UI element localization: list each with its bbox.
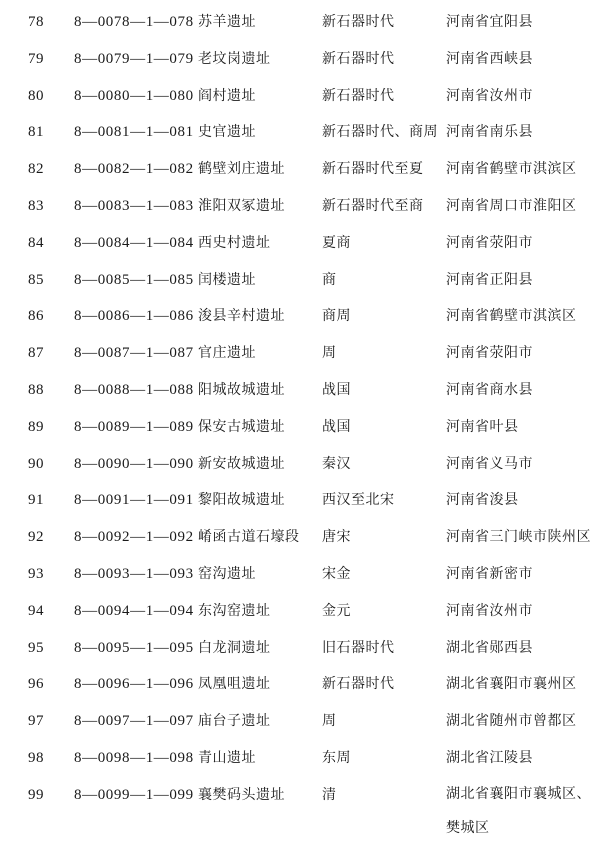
row-number: 82 xyxy=(28,161,44,178)
site-code: 8—0089—1—089 xyxy=(74,418,194,435)
table-row xyxy=(0,262,600,299)
site-code: 8—0083—1—083 xyxy=(74,197,194,214)
table-row xyxy=(0,372,600,409)
site-code: 8—0087—1—087 xyxy=(74,345,194,362)
site-name: 崤函古道石壕段 xyxy=(198,529,300,546)
site-location: 河南省西峡县 xyxy=(446,50,533,67)
table-row xyxy=(0,593,600,630)
site-era: 新石器时代 xyxy=(322,14,395,30)
site-name: 苏羊遗址 xyxy=(198,14,256,30)
table-row xyxy=(0,4,600,41)
table-row xyxy=(0,409,600,446)
site-name: 阎村遗址 xyxy=(198,87,256,104)
site-code: 8—0081—1—081 xyxy=(74,124,194,141)
row-number: 81 xyxy=(28,124,44,141)
site-code: 8—0085—1—085 xyxy=(74,271,194,288)
site-location: 河南省宜阳县 xyxy=(446,14,533,30)
site-era: 商 xyxy=(322,271,337,288)
site-code: 8—0092—1—092 xyxy=(74,529,194,546)
site-name: 官庄遗址 xyxy=(198,345,256,362)
table-row xyxy=(0,740,600,777)
site-location: 湖北省郧西县 xyxy=(446,639,533,656)
row-number: 89 xyxy=(28,418,44,435)
site-code: 8—0091—1—091 xyxy=(74,492,194,509)
site-code: 8—0082—1—082 xyxy=(74,161,194,178)
site-location: 湖北省随州市曾都区 xyxy=(446,713,577,730)
table-row xyxy=(0,482,600,519)
site-location: 河南省叶县 xyxy=(446,418,519,435)
site-name: 庙台子遗址 xyxy=(198,713,271,730)
site-code: 8—0095—1—095 xyxy=(74,639,194,656)
table-row xyxy=(0,630,600,667)
site-location: 河南省荥阳市 xyxy=(446,345,533,362)
site-name: 鹤壁刘庄遗址 xyxy=(198,161,285,178)
site-name: 阳城故城遗址 xyxy=(198,381,285,398)
site-name: 东沟窑遗址 xyxy=(198,602,271,619)
row-number: 93 xyxy=(28,565,44,582)
site-code: 8—0099—1—099 xyxy=(74,786,194,803)
row-number: 98 xyxy=(28,749,44,766)
site-location: 河南省汝州市 xyxy=(446,602,533,619)
table-row xyxy=(0,298,600,335)
site-name: 淮阳双冢遗址 xyxy=(198,197,285,214)
table-row xyxy=(0,446,600,483)
site-era: 金元 xyxy=(322,602,351,619)
site-location: 河南省南乐县 xyxy=(446,124,533,141)
row-number: 78 xyxy=(28,14,44,30)
site-location: 河南省商水县 xyxy=(446,381,533,398)
table-row xyxy=(0,41,600,78)
site-name: 青山遗址 xyxy=(198,749,256,766)
table-row xyxy=(0,188,600,225)
table-row xyxy=(0,335,600,372)
site-name: 黎阳故城遗址 xyxy=(198,492,285,509)
site-era: 宋金 xyxy=(322,565,351,582)
row-number: 84 xyxy=(28,234,44,251)
site-location: 河南省正阳县 xyxy=(446,271,533,288)
site-era: 夏商 xyxy=(322,234,351,251)
site-name: 西史村遗址 xyxy=(198,234,271,251)
site-location: 湖北省襄阳市襄城区、樊城区 xyxy=(446,785,591,836)
site-era: 新石器时代至夏 xyxy=(322,161,424,178)
site-location: 河南省鹤壁市淇滨区 xyxy=(446,161,577,178)
site-code: 8—0078—1—078 xyxy=(74,14,194,30)
row-number: 96 xyxy=(28,676,44,693)
row-number: 83 xyxy=(28,197,44,214)
table-row xyxy=(0,225,600,262)
table-row xyxy=(0,703,600,740)
site-name: 白龙洞遗址 xyxy=(198,639,271,656)
site-location: 河南省义马市 xyxy=(446,455,533,472)
site-code: 8—0098—1—098 xyxy=(74,749,194,766)
site-code: 8—0090—1—090 xyxy=(74,455,194,472)
site-name: 史官遗址 xyxy=(198,124,256,141)
site-era: 新石器时代、商周 xyxy=(322,124,438,141)
site-era: 新石器时代 xyxy=(322,50,395,67)
site-location: 湖北省襄阳市襄州区 xyxy=(446,676,577,693)
row-number: 85 xyxy=(28,271,44,288)
site-code: 8—0094—1—094 xyxy=(74,602,194,619)
site-era: 周 xyxy=(322,713,337,730)
site-era: 周 xyxy=(322,345,337,362)
site-location: 河南省浚县 xyxy=(446,492,519,509)
site-code: 8—0096—1—096 xyxy=(74,676,194,693)
site-name: 窑沟遗址 xyxy=(198,565,256,582)
site-name: 浚县辛村遗址 xyxy=(198,308,285,325)
site-era: 战国 xyxy=(322,381,351,398)
table-row xyxy=(0,114,600,151)
row-number: 91 xyxy=(28,492,44,509)
site-era: 清 xyxy=(322,786,337,803)
table-row xyxy=(0,151,600,188)
site-era: 唐宋 xyxy=(322,529,351,546)
site-location: 河南省周口市淮阳区 xyxy=(446,197,577,214)
row-number: 94 xyxy=(28,602,44,619)
site-era: 战国 xyxy=(322,418,351,435)
site-era: 旧石器时代 xyxy=(322,639,395,656)
heritage-site-table xyxy=(0,4,600,837)
row-number: 86 xyxy=(28,308,44,325)
row-number: 99 xyxy=(28,786,44,803)
row-number: 80 xyxy=(28,87,44,104)
site-code: 8—0084—1—084 xyxy=(74,234,194,251)
site-code: 8—0088—1—088 xyxy=(74,381,194,398)
row-number: 95 xyxy=(28,639,44,656)
site-location: 河南省荥阳市 xyxy=(446,234,533,251)
site-era: 秦汉 xyxy=(322,455,351,472)
table-row xyxy=(0,78,600,115)
site-code: 8—0097—1—097 xyxy=(74,713,194,730)
row-number: 92 xyxy=(28,529,44,546)
site-era: 东周 xyxy=(322,749,351,766)
site-name: 老坟岗遗址 xyxy=(198,50,271,67)
site-name: 新安故城遗址 xyxy=(198,455,285,472)
row-number: 97 xyxy=(28,713,44,730)
site-code: 8—0093—1—093 xyxy=(74,565,194,582)
site-location: 河南省新密市 xyxy=(446,565,533,582)
site-era: 新石器时代 xyxy=(322,87,395,104)
row-number: 88 xyxy=(28,381,44,398)
table-row xyxy=(0,666,600,703)
site-name: 保安古城遗址 xyxy=(198,418,285,435)
site-code: 8—0079—1—079 xyxy=(74,50,194,67)
site-era: 西汉至北宋 xyxy=(322,492,395,509)
site-era: 商周 xyxy=(322,308,351,325)
site-location: 河南省三门峡市陕州区 xyxy=(446,529,591,546)
table-row xyxy=(0,777,600,837)
site-name: 襄樊码头遗址 xyxy=(198,786,285,803)
row-number: 90 xyxy=(28,455,44,472)
row-number: 79 xyxy=(28,50,44,67)
site-location: 河南省鹤壁市淇滨区 xyxy=(446,308,577,325)
row-number: 87 xyxy=(28,345,44,362)
table-row xyxy=(0,556,600,593)
site-era: 新石器时代至商 xyxy=(322,197,424,214)
site-name: 闰楼遗址 xyxy=(198,271,256,288)
site-era: 新石器时代 xyxy=(322,676,395,693)
site-location: 湖北省江陵县 xyxy=(446,749,533,766)
site-name: 凤凰咀遗址 xyxy=(198,676,271,693)
site-code: 8—0086—1—086 xyxy=(74,308,194,325)
site-code: 8—0080—1—080 xyxy=(74,87,194,104)
table-row xyxy=(0,519,600,556)
site-location: 河南省汝州市 xyxy=(446,87,533,104)
